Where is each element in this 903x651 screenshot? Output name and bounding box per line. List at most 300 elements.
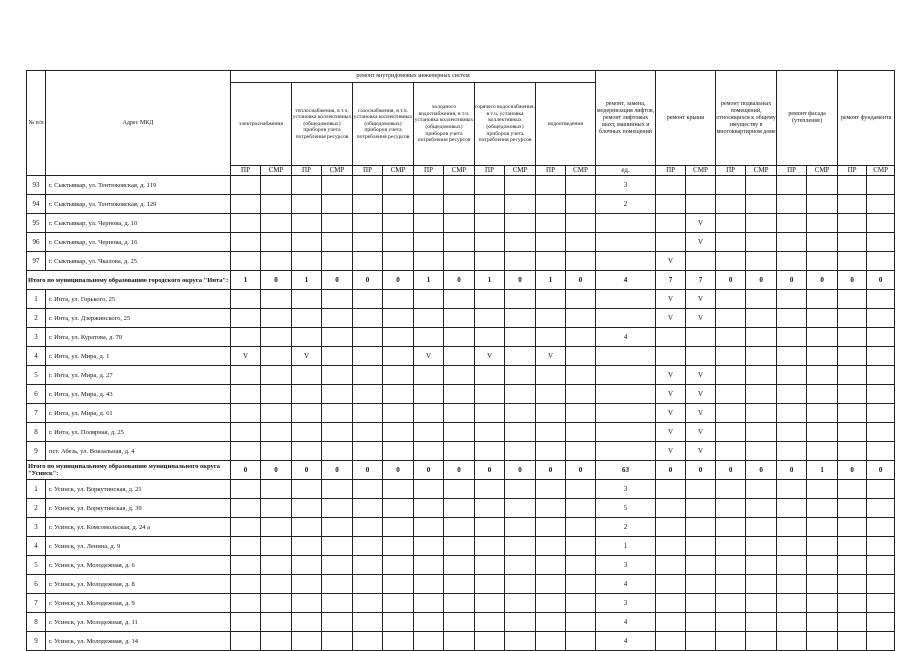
table-cell (686, 556, 716, 575)
subheader-cell: ПР (292, 166, 322, 176)
table-cell (807, 385, 838, 404)
table-cell (383, 404, 414, 423)
subheader-cell: ед. (596, 166, 656, 176)
table-cell (838, 233, 867, 252)
row-number: 93 (27, 176, 46, 195)
table-cell (231, 594, 261, 613)
table-cell (292, 575, 322, 594)
table-cell (566, 404, 596, 423)
table-cell (475, 537, 505, 556)
row-number: 95 (27, 214, 46, 233)
table-cell (596, 404, 656, 423)
table-cell (353, 423, 383, 442)
table-cell (444, 328, 475, 347)
table-cell (353, 252, 383, 271)
table-cell (686, 176, 716, 195)
table-cell (261, 613, 292, 632)
table-cell (596, 214, 656, 233)
table-cell (261, 347, 292, 366)
total-label: Итого по муниципальному образованию муниципального округа "Усинск": (27, 461, 231, 480)
table-row (27, 233, 895, 252)
table-cell (867, 290, 895, 309)
table-cell (505, 309, 536, 328)
table-cell (716, 575, 746, 594)
table-cell (475, 366, 505, 385)
table-cell (292, 328, 322, 347)
table-cell (746, 518, 777, 537)
table-cell (231, 423, 261, 442)
table-cell: V (686, 309, 716, 328)
table-cell (383, 347, 414, 366)
table-cell (505, 442, 536, 461)
table-cell (322, 347, 353, 366)
table-cell (536, 423, 566, 442)
table-cell (414, 328, 444, 347)
table-cell (566, 518, 596, 537)
table-cell (261, 328, 292, 347)
table-cell (231, 195, 261, 214)
table-cell (353, 575, 383, 594)
table-cell (505, 423, 536, 442)
table-cell: V (656, 366, 686, 385)
table-cell (867, 575, 895, 594)
table-cell (716, 442, 746, 461)
subheader-cell: СМР (444, 166, 475, 176)
table-cell: V (656, 385, 686, 404)
header-num: № п/п (27, 71, 46, 176)
table-cell (322, 442, 353, 461)
subheader-cell: ПР (716, 166, 746, 176)
table-cell (353, 480, 383, 499)
table-cell (505, 214, 536, 233)
table-cell (807, 499, 838, 518)
header-address: Адрес МКД (46, 71, 231, 176)
table-cell (444, 518, 475, 537)
table-cell: 1 (414, 271, 444, 290)
table-cell (322, 366, 353, 385)
table-row (27, 556, 895, 575)
row-number: 8 (27, 423, 46, 442)
table-cell (838, 613, 867, 632)
table-cell (444, 404, 475, 423)
table-cell (807, 613, 838, 632)
table-cell (414, 214, 444, 233)
table-cell (716, 613, 746, 632)
table-row (27, 537, 895, 556)
table-cell: 1 (536, 271, 566, 290)
table-cell (353, 233, 383, 252)
table-cell: 1 (231, 271, 261, 290)
table-cell (475, 385, 505, 404)
row-address: г. Сыктывкар, ул. Чернова, д. 16 (46, 233, 231, 252)
table-cell (353, 632, 383, 651)
table-cell (322, 252, 353, 271)
table-cell (566, 309, 596, 328)
header-col-sewerage: водоотведения (536, 83, 596, 166)
table-cell: 0 (261, 271, 292, 290)
table-cell (807, 537, 838, 556)
table-cell: 4 (596, 613, 656, 632)
table-cell (867, 404, 895, 423)
table-cell (444, 499, 475, 518)
header-lift: ремонт, замена, модернизация лифтов, ремонт лифтовых шахт, машинных и блочных помещений (596, 71, 656, 166)
table-cell (475, 575, 505, 594)
table-cell (746, 195, 777, 214)
table-cell (353, 385, 383, 404)
table-cell (536, 328, 566, 347)
table-cell (686, 632, 716, 651)
table-cell (566, 195, 596, 214)
table-cell (716, 347, 746, 366)
table-cell (261, 195, 292, 214)
row-number: 2 (27, 309, 46, 328)
table-cell (716, 252, 746, 271)
table-cell (475, 518, 505, 537)
table-cell (777, 480, 807, 499)
table-cell (505, 480, 536, 499)
table-cell (777, 518, 807, 537)
table-cell (322, 537, 353, 556)
table-row (27, 214, 895, 233)
table-cell (292, 385, 322, 404)
subheader-cell: ПР (838, 166, 867, 176)
table-cell (596, 290, 656, 309)
row-address: г. Усинск, ул. Молодежная, д. 8 (46, 575, 231, 594)
table-cell: 0 (807, 271, 838, 290)
table-cell (716, 423, 746, 442)
row-address: г. Усинск, ул. Комсомольская, д. 24 а (46, 518, 231, 537)
row-number: 4 (27, 537, 46, 556)
table-cell (414, 233, 444, 252)
subheader-cell: ПР (475, 166, 505, 176)
table-cell (656, 632, 686, 651)
table-cell (566, 575, 596, 594)
table-row (27, 328, 895, 347)
table-cell (807, 423, 838, 442)
table-cell (746, 556, 777, 575)
row-address: г. Усинск, ул. Молодежная, д. 11 (46, 613, 231, 632)
table-cell (505, 613, 536, 632)
table-cell (444, 613, 475, 632)
table-cell (414, 423, 444, 442)
table-cell (353, 366, 383, 385)
table-cell (475, 214, 505, 233)
table-cell (867, 385, 895, 404)
table-cell (444, 309, 475, 328)
table-cell (231, 214, 261, 233)
table-cell (536, 537, 566, 556)
table-cell (656, 575, 686, 594)
table-cell (686, 537, 716, 556)
table-cell: 0 (777, 271, 807, 290)
table-cell (746, 404, 777, 423)
table-cell (807, 347, 838, 366)
table-cell (867, 309, 895, 328)
table-cell (777, 556, 807, 575)
table-cell (777, 347, 807, 366)
table-cell (536, 176, 566, 195)
table-cell (322, 632, 353, 651)
table-cell (566, 366, 596, 385)
table-row (27, 366, 895, 385)
table-cell (566, 442, 596, 461)
table-cell (322, 575, 353, 594)
table-cell (536, 499, 566, 518)
table-cell (292, 290, 322, 309)
row-number: 2 (27, 499, 46, 518)
table-cell (475, 442, 505, 461)
subheader-cell: ПР (536, 166, 566, 176)
table-cell (566, 328, 596, 347)
table-cell (383, 290, 414, 309)
table-cell (383, 366, 414, 385)
table-cell (746, 613, 777, 632)
table-cell: 0 (261, 461, 292, 480)
table-cell (414, 385, 444, 404)
table-row (27, 480, 895, 499)
table-cell (838, 366, 867, 385)
table-cell (807, 328, 838, 347)
table-cell (231, 556, 261, 575)
table-cell (322, 480, 353, 499)
table-cell (261, 309, 292, 328)
table-cell (596, 347, 656, 366)
table-cell: 1 (475, 271, 505, 290)
row-address: г. Усинск, ул. Молодежная, д. 6 (46, 556, 231, 575)
table-cell (656, 613, 686, 632)
table-cell (777, 309, 807, 328)
table-cell (292, 537, 322, 556)
table-cell (444, 575, 475, 594)
table-cell (505, 252, 536, 271)
table-cell (292, 423, 322, 442)
table-cell (292, 195, 322, 214)
table-cell (505, 347, 536, 366)
table-cell: 4 (596, 575, 656, 594)
table-cell (536, 233, 566, 252)
table-cell (716, 233, 746, 252)
table-cell (322, 214, 353, 233)
table-row (27, 613, 895, 632)
table-cell (414, 518, 444, 537)
table-cell (777, 442, 807, 461)
table-cell: 0 (322, 461, 353, 480)
table-cell: V (656, 252, 686, 271)
table-cell (231, 499, 261, 518)
table-cell: 0 (353, 461, 383, 480)
header-col-cold-water: холодного водоснабжения, в т.ч. установка коллективных (общедомовых) приборов учета потребления ресурсов (414, 83, 475, 166)
table-cell (414, 537, 444, 556)
subheader-cell: СМР (383, 166, 414, 176)
table-cell (261, 632, 292, 651)
table-cell (292, 404, 322, 423)
row-address: г. Усинск, ул. Молодежная, д. 9 (46, 594, 231, 613)
table-cell (746, 480, 777, 499)
row-address: г. Инта, ул. Горького, 25 (46, 290, 231, 309)
table-cell (444, 423, 475, 442)
table-cell (383, 195, 414, 214)
table-cell (867, 366, 895, 385)
table-cell (414, 404, 444, 423)
table-cell (596, 385, 656, 404)
table-cell (716, 594, 746, 613)
table-cell (777, 176, 807, 195)
table-cell (475, 556, 505, 575)
table-cell (807, 594, 838, 613)
header-col-hot-water: горячего водоснабжения, в т.ч. установка коллективных (общедомовых) приборов учета потребления ресурсов (475, 83, 536, 166)
table-cell (261, 176, 292, 195)
table-cell (536, 575, 566, 594)
table-cell (444, 442, 475, 461)
subheader-cell: ПР (231, 166, 261, 176)
row-address: г. Сыктывкар, ул. Чернова, д. 10 (46, 214, 231, 233)
table-cell: 7 (656, 271, 686, 290)
table-cell (414, 632, 444, 651)
table-cell (292, 613, 322, 632)
table-cell (505, 176, 536, 195)
table-cell: V (656, 442, 686, 461)
table-cell (414, 176, 444, 195)
table-cell (444, 214, 475, 233)
table-cell (475, 328, 505, 347)
table-cell (746, 423, 777, 442)
table-cell (444, 252, 475, 271)
table-cell (566, 385, 596, 404)
table-cell: 3 (596, 556, 656, 575)
table-cell (838, 442, 867, 461)
table-cell: V (686, 385, 716, 404)
table-cell (536, 214, 566, 233)
table-cell (686, 347, 716, 366)
table-cell (686, 613, 716, 632)
table-cell: 0 (505, 461, 536, 480)
table-cell (322, 613, 353, 632)
row-address: г. Инта, ул. Мира, д. 61 (46, 404, 231, 423)
row-address: г. Сыктывкар, ул. Чкалова, д. 25 (46, 252, 231, 271)
table-cell (261, 214, 292, 233)
table-cell (867, 252, 895, 271)
table-cell (838, 252, 867, 271)
table-cell (505, 632, 536, 651)
table-cell (746, 632, 777, 651)
table-cell (838, 480, 867, 499)
table-cell (566, 537, 596, 556)
table-row (27, 499, 895, 518)
table-cell (414, 575, 444, 594)
table-cell (566, 214, 596, 233)
table-cell (867, 214, 895, 233)
table-cell (414, 195, 444, 214)
subheader-cell: СМР (322, 166, 353, 176)
header-roof: ремонт крыши (656, 71, 716, 166)
table-cell (292, 214, 322, 233)
table-cell (261, 537, 292, 556)
table-cell: 0 (444, 271, 475, 290)
table-cell (656, 537, 686, 556)
table-cell (596, 233, 656, 252)
table-cell (716, 366, 746, 385)
table-cell (261, 233, 292, 252)
table-cell (444, 385, 475, 404)
table-cell (867, 233, 895, 252)
table-cell (292, 233, 322, 252)
table-cell (746, 328, 777, 347)
table-cell (566, 556, 596, 575)
table-cell (807, 518, 838, 537)
subheader-cell: ПР (414, 166, 444, 176)
table-cell: 0 (686, 461, 716, 480)
table-cell (261, 518, 292, 537)
table-cell: 3 (596, 480, 656, 499)
table-cell (807, 575, 838, 594)
table-row (27, 309, 895, 328)
table-row (27, 518, 895, 537)
table-cell (656, 499, 686, 518)
table-cell (807, 214, 838, 233)
table-cell (322, 556, 353, 575)
header-col-gas: газоснабжения, в т.ч. установка коллективных (общедомовых) приборов учета потребления ресурсов (353, 83, 414, 166)
table-cell: V (686, 366, 716, 385)
table-row (27, 385, 895, 404)
table-cell (322, 385, 353, 404)
table-cell (838, 214, 867, 233)
table-cell (867, 613, 895, 632)
table-cell (867, 556, 895, 575)
table-cell (414, 442, 444, 461)
table-cell (838, 556, 867, 575)
table-cell (475, 309, 505, 328)
table-cell (716, 385, 746, 404)
table-cell (292, 632, 322, 651)
table-cell (261, 366, 292, 385)
row-number: 3 (27, 328, 46, 347)
table-cell (656, 214, 686, 233)
table-cell (807, 480, 838, 499)
table-cell: 3 (596, 594, 656, 613)
table-cell (231, 613, 261, 632)
table-cell (746, 176, 777, 195)
table-cell (746, 347, 777, 366)
table-cell (292, 480, 322, 499)
subheader-cell: СМР (746, 166, 777, 176)
row-number: 8 (27, 613, 46, 632)
table-cell (536, 252, 566, 271)
table-cell (656, 556, 686, 575)
table-cell (536, 290, 566, 309)
table-cell (716, 518, 746, 537)
table-cell: 4 (596, 328, 656, 347)
table-cell (807, 404, 838, 423)
row-number: 9 (27, 442, 46, 461)
table-cell (505, 499, 536, 518)
table-cell: 0 (505, 271, 536, 290)
table-cell (838, 328, 867, 347)
table-cell (475, 499, 505, 518)
table-cell: 0 (746, 461, 777, 480)
table-cell: 0 (656, 461, 686, 480)
table-cell (746, 594, 777, 613)
table-cell (536, 556, 566, 575)
table-cell (444, 594, 475, 613)
table-cell (353, 594, 383, 613)
table-cell: V (231, 347, 261, 366)
table-cell (777, 632, 807, 651)
table-cell (566, 252, 596, 271)
table-cell (746, 499, 777, 518)
subheader-cell: СМР (505, 166, 536, 176)
table-cell (777, 328, 807, 347)
table-cell (322, 309, 353, 328)
